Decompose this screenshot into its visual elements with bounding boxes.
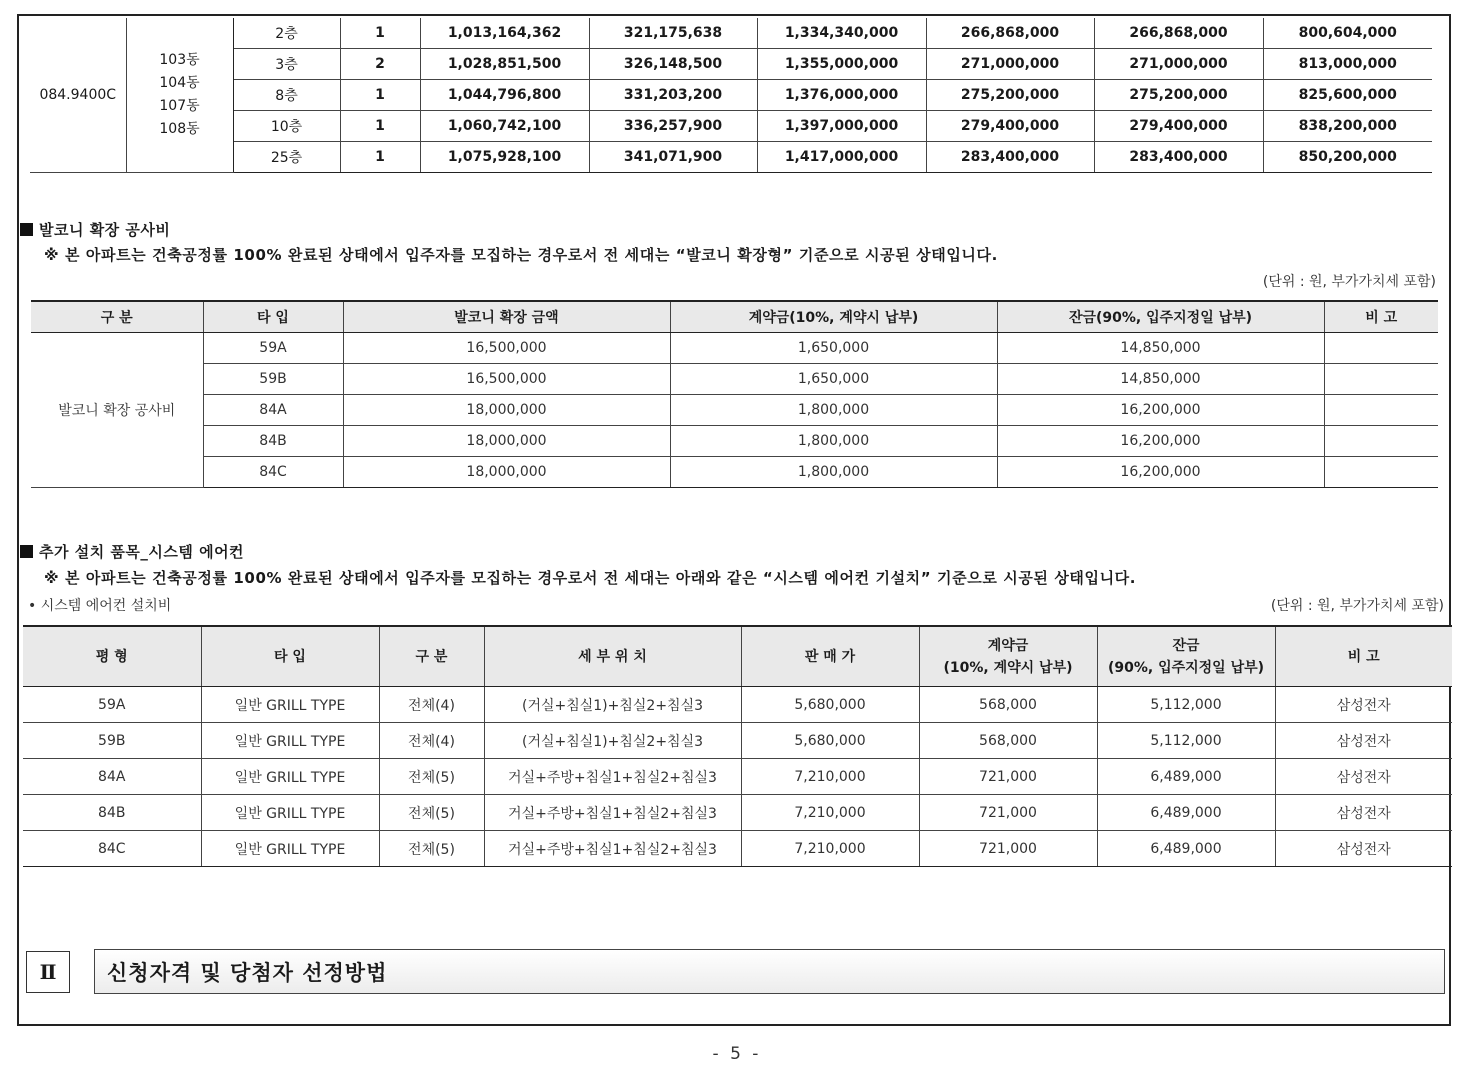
aircon-header-deposit bbox=[919, 626, 1097, 687]
price-row bbox=[30, 111, 1432, 142]
price-cell-count: 1 bbox=[340, 142, 420, 173]
price-cell-c3: 1,397,000,000 bbox=[757, 111, 926, 142]
price-cell-floor: 10층 bbox=[233, 111, 340, 142]
aircon-cell-division: 전체(5) bbox=[379, 831, 484, 867]
dong-label: 103동 bbox=[159, 52, 200, 68]
aircon-cell-note: 삼성전자 bbox=[1275, 759, 1452, 795]
balcony-cell-balance: 16,200,000 bbox=[997, 426, 1324, 457]
balcony-cell-deposit: 1,650,000 bbox=[670, 364, 997, 395]
aircon-cell-note: 삼성전자 bbox=[1275, 795, 1452, 831]
aircon-cell-location: (거실+침실1)+침실2+침실3 bbox=[484, 687, 741, 723]
aircon-cell-deposit: 721,000 bbox=[919, 831, 1097, 867]
price-cell-floor: 25층 bbox=[233, 142, 340, 173]
aircon-cell-division: 전체(4) bbox=[379, 687, 484, 723]
price-cell-c5: 271,000,000 bbox=[1094, 49, 1263, 80]
aircon-header-price: 판 매 가 bbox=[741, 626, 919, 687]
price-row bbox=[30, 49, 1432, 80]
aircon-row bbox=[23, 831, 1452, 867]
aircon-header-location: 세 부 위 치 bbox=[484, 626, 741, 687]
price-cell-c5: 275,200,000 bbox=[1094, 80, 1263, 111]
aircon-header-note: 비 고 bbox=[1275, 626, 1452, 687]
price-cell-c4: 266,868,000 bbox=[926, 18, 1094, 49]
price-cell-c6: 850,200,000 bbox=[1263, 142, 1432, 173]
price-cell-c4: 283,400,000 bbox=[926, 142, 1094, 173]
balcony-header-cell: 타 입 bbox=[203, 301, 343, 333]
balcony-row bbox=[31, 426, 1438, 457]
aircon-header-balance-line2: (90%, 입주지정일 납부) bbox=[1107, 659, 1265, 676]
dong-label: 104동 bbox=[159, 75, 200, 91]
price-cell-c1: 1,028,851,500 bbox=[420, 49, 589, 80]
balcony-header-cell: 계약금(10%, 계약시 납부) bbox=[670, 301, 997, 333]
aircon-bullet: • 시스템 에어컨 설치비 bbox=[28, 598, 172, 614]
price-cell-c3: 1,355,000,000 bbox=[757, 49, 926, 80]
aircon-header-area: 평 형 bbox=[23, 626, 201, 687]
square-bullet-icon bbox=[20, 223, 33, 236]
aircon-cell-deposit: 568,000 bbox=[919, 687, 1097, 723]
balcony-cell-type: 84A bbox=[203, 395, 343, 426]
aircon-cell-balance: 6,489,000 bbox=[1097, 831, 1275, 867]
balcony-cell-type: 84B bbox=[203, 426, 343, 457]
aircon-cell-deposit: 568,000 bbox=[919, 723, 1097, 759]
price-cell-c2: 336,257,900 bbox=[589, 111, 757, 142]
aircon-cell-price: 7,210,000 bbox=[741, 795, 919, 831]
price-cell-count: 1 bbox=[340, 80, 420, 111]
aircon-cell-type: 일반 GRILL TYPE bbox=[201, 831, 379, 867]
dong-label: 107동 bbox=[159, 98, 200, 114]
dong-list-cell bbox=[126, 18, 233, 173]
aircon-cell-deposit: 721,000 bbox=[919, 795, 1097, 831]
price-cell-c1: 1,013,164,362 bbox=[420, 18, 589, 49]
price-cell-c2: 321,175,638 bbox=[589, 18, 757, 49]
balcony-header-cell: 발코니 확장 금액 bbox=[343, 301, 670, 333]
price-cell-c1: 1,060,742,100 bbox=[420, 111, 589, 142]
aircon-cell-balance: 5,112,000 bbox=[1097, 687, 1275, 723]
aircon-heading-text: 추가 설치 품목_시스템 에어컨 bbox=[39, 543, 245, 561]
balcony-unit: (단위 : 원, 부가가치세 포함) bbox=[1262, 274, 1436, 290]
aircon-cell-area: 84C bbox=[23, 831, 201, 867]
balcony-cell-deposit: 1,800,000 bbox=[670, 395, 997, 426]
aircon-header-deposit-line2: (10%, 계약시 납부) bbox=[943, 659, 1073, 676]
balcony-cell-balance: 16,200,000 bbox=[997, 457, 1324, 488]
price-cell-c1: 1,075,928,100 bbox=[420, 142, 589, 173]
aircon-header-deposit-line1: 계약금 bbox=[987, 637, 1029, 654]
price-cell-c2: 341,071,900 bbox=[589, 142, 757, 173]
aircon-cell-area: 84A bbox=[23, 759, 201, 795]
balcony-cell-deposit: 1,650,000 bbox=[670, 333, 997, 364]
balcony-header-cell: 잔금(90%, 입주지정일 납부) bbox=[997, 301, 1324, 333]
balcony-cell-amount: 16,500,000 bbox=[343, 364, 670, 395]
aircon-cell-location: 거실+주방+침실1+침실2+침실3 bbox=[484, 759, 741, 795]
aircon-row bbox=[23, 687, 1452, 723]
aircon-cell-note: 삼성전자 bbox=[1275, 687, 1452, 723]
aircon-cell-division: 전체(4) bbox=[379, 723, 484, 759]
aircon-cell-price: 5,680,000 bbox=[741, 687, 919, 723]
price-cell-c6: 838,200,000 bbox=[1263, 111, 1432, 142]
price-cell-floor: 8층 bbox=[233, 80, 340, 111]
balcony-cell-type: 84C bbox=[203, 457, 343, 488]
price-cell-c2: 331,203,200 bbox=[589, 80, 757, 111]
aircon-cell-location: (거실+침실1)+침실2+침실3 bbox=[484, 723, 741, 759]
price-cell-c6: 825,600,000 bbox=[1263, 80, 1432, 111]
balcony-row bbox=[31, 395, 1438, 426]
price-cell-c5: 283,400,000 bbox=[1094, 142, 1263, 173]
aircon-cell-note: 삼성전자 bbox=[1275, 831, 1452, 867]
price-row bbox=[30, 18, 1432, 49]
price-cell-c2: 326,148,500 bbox=[589, 49, 757, 80]
price-cell-c6: 813,000,000 bbox=[1263, 49, 1432, 80]
price-cell-c3: 1,376,000,000 bbox=[757, 80, 926, 111]
price-cell-c4: 271,000,000 bbox=[926, 49, 1094, 80]
price-cell-count: 2 bbox=[340, 49, 420, 80]
aircon-cell-location: 거실+주방+침실1+침실2+침실3 bbox=[484, 795, 741, 831]
aircon-cell-balance: 6,489,000 bbox=[1097, 795, 1275, 831]
price-cell-floor: 3층 bbox=[233, 49, 340, 80]
aircon-cell-price: 5,680,000 bbox=[741, 723, 919, 759]
price-cell-count: 1 bbox=[340, 18, 420, 49]
aircon-cell-type: 일반 GRILL TYPE bbox=[201, 759, 379, 795]
balcony-category-cell: 발코니 확장 공사비 bbox=[31, 333, 203, 488]
aircon-row bbox=[23, 759, 1452, 795]
section-title: 신청자격 및 당첨자 선정방법 bbox=[107, 960, 388, 985]
page-number: - 5 - bbox=[712, 1044, 762, 1064]
aircon-header-division: 구 분 bbox=[379, 626, 484, 687]
aircon-cell-location: 거실+주방+침실1+침실2+침실3 bbox=[484, 831, 741, 867]
balcony-table bbox=[31, 300, 1438, 488]
balcony-cell-balance: 14,850,000 bbox=[997, 333, 1324, 364]
balcony-cell-note bbox=[1324, 426, 1438, 457]
aircon-cell-area: 59A bbox=[23, 687, 201, 723]
balcony-cell-note bbox=[1324, 333, 1438, 364]
price-cell-floor: 2층 bbox=[233, 18, 340, 49]
price-cell-c4: 275,200,000 bbox=[926, 80, 1094, 111]
aircon-cell-division: 전체(5) bbox=[379, 759, 484, 795]
balcony-cell-note bbox=[1324, 364, 1438, 395]
price-row bbox=[30, 142, 1432, 173]
aircon-cell-balance: 6,489,000 bbox=[1097, 759, 1275, 795]
balcony-row bbox=[31, 457, 1438, 488]
aircon-cell-area: 84B bbox=[23, 795, 201, 831]
balcony-cell-deposit: 1,800,000 bbox=[670, 457, 997, 488]
aircon-cell-price: 7,210,000 bbox=[741, 831, 919, 867]
dong-label: 108동 bbox=[159, 121, 200, 137]
price-row bbox=[30, 80, 1432, 111]
aircon-cell-price: 7,210,000 bbox=[741, 759, 919, 795]
section-title-bar bbox=[94, 949, 1445, 994]
balcony-cell-amount: 18,000,000 bbox=[343, 457, 670, 488]
housing-type-cell: 084.9400C bbox=[30, 18, 126, 173]
aircon-row bbox=[23, 723, 1452, 759]
price-table bbox=[30, 18, 1432, 173]
balcony-cell-deposit: 1,800,000 bbox=[670, 426, 997, 457]
balcony-cell-type: 59B bbox=[203, 364, 343, 395]
price-cell-c1: 1,044,796,800 bbox=[420, 80, 589, 111]
aircon-cell-type: 일반 GRILL TYPE bbox=[201, 687, 379, 723]
balcony-row bbox=[31, 333, 1438, 364]
aircon-header-balance bbox=[1097, 626, 1275, 687]
square-bullet-icon bbox=[20, 545, 33, 558]
balcony-header-cell: 구 분 bbox=[31, 301, 203, 333]
aircon-unit: (단위 : 원, 부가가치세 포함) bbox=[1270, 598, 1444, 614]
aircon-table bbox=[23, 625, 1452, 867]
aircon-cell-note: 삼성전자 bbox=[1275, 723, 1452, 759]
aircon-cell-balance: 5,112,000 bbox=[1097, 723, 1275, 759]
price-cell-c3: 1,417,000,000 bbox=[757, 142, 926, 173]
section-number-box: Ⅱ bbox=[26, 951, 70, 993]
price-cell-c3: 1,334,340,000 bbox=[757, 18, 926, 49]
price-cell-c4: 279,400,000 bbox=[926, 111, 1094, 142]
balcony-cell-note bbox=[1324, 395, 1438, 426]
aircon-row bbox=[23, 795, 1452, 831]
balcony-cell-note bbox=[1324, 457, 1438, 488]
aircon-header-balance-line1: 잔금 bbox=[1172, 637, 1200, 654]
aircon-heading bbox=[20, 541, 244, 562]
balcony-cell-balance: 14,850,000 bbox=[997, 364, 1324, 395]
balcony-cell-type: 59A bbox=[203, 333, 343, 364]
aircon-cell-type: 일반 GRILL TYPE bbox=[201, 795, 379, 831]
price-cell-count: 1 bbox=[340, 111, 420, 142]
price-cell-c6: 800,604,000 bbox=[1263, 18, 1432, 49]
balcony-cell-balance: 16,200,000 bbox=[997, 395, 1324, 426]
balcony-cell-amount: 18,000,000 bbox=[343, 395, 670, 426]
balcony-row bbox=[31, 364, 1438, 395]
balcony-heading bbox=[20, 219, 170, 240]
aircon-cell-deposit: 721,000 bbox=[919, 759, 1097, 795]
aircon-note: ※ 본 아파트는 건축공정률 100% 완료된 상태에서 입주자를 모집하는 경우로서 전 세대는 아래와 같은 “시스템 에어컨 기설치” 기준으로 시공된 상태입니다. bbox=[44, 569, 1137, 587]
price-cell-c5: 266,868,000 bbox=[1094, 18, 1263, 49]
balcony-header-cell: 비 고 bbox=[1324, 301, 1438, 333]
balcony-cell-amount: 16,500,000 bbox=[343, 333, 670, 364]
aircon-header-type: 타 입 bbox=[201, 626, 379, 687]
balcony-heading-text: 발코니 확장 공사비 bbox=[39, 221, 171, 239]
price-cell-c5: 279,400,000 bbox=[1094, 111, 1263, 142]
aircon-cell-division: 전체(5) bbox=[379, 795, 484, 831]
balcony-note: ※ 본 아파트는 건축공정률 100% 완료된 상태에서 입주자를 모집하는 경우로서 전 세대는 “발코니 확장형” 기준으로 시공된 상태입니다. bbox=[44, 246, 998, 264]
aircon-cell-type: 일반 GRILL TYPE bbox=[201, 723, 379, 759]
balcony-cell-amount: 18,000,000 bbox=[343, 426, 670, 457]
aircon-cell-area: 59B bbox=[23, 723, 201, 759]
